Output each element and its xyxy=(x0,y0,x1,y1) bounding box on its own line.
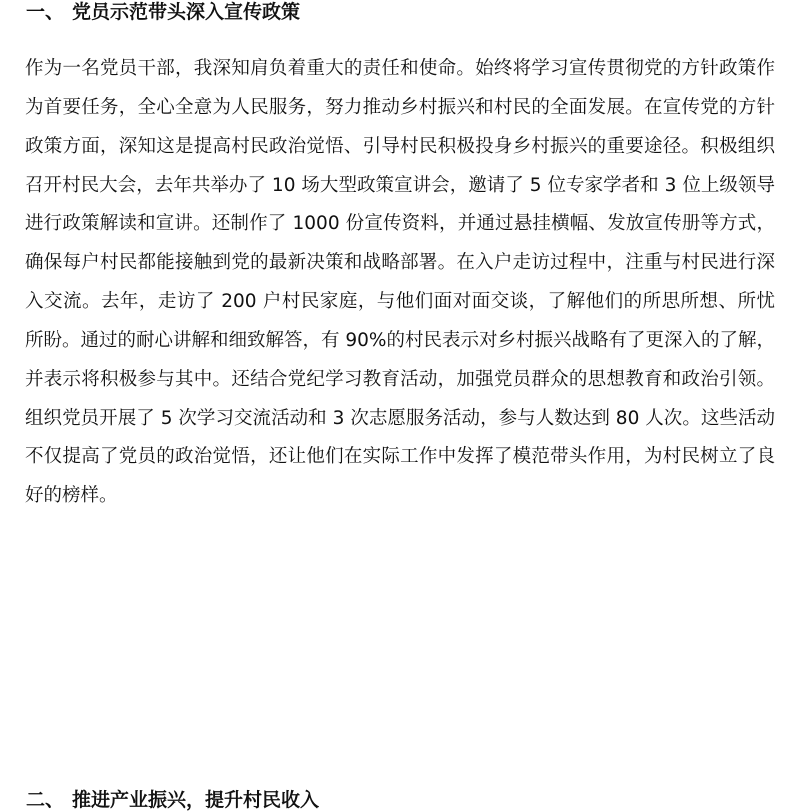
section-heading-1 xyxy=(26,0,300,24)
paragraph-line: 政策方面，深知这是提高村民政治觉悟、引导村民积极投身乡村振兴的重要途径。积极组织 xyxy=(25,135,775,157)
section-title: 党员示范带头深入宣传政策 xyxy=(72,1,301,23)
section-number: 一、 xyxy=(26,1,65,23)
paragraph-line: 好的榜样。 xyxy=(25,485,118,507)
section-title: 推进产业振兴，提升村民收入 xyxy=(72,789,320,811)
section-heading-2 xyxy=(26,785,319,812)
paragraph-line: 为首要任务，全心全意为人民服务，努力推动乡村振兴和村民的全面发展。在宣传党的方针 xyxy=(25,96,775,118)
paragraph-line: 并表示将积极参与其中。还结合党纪学习教育活动，加强党员群众的思想教育和政治引领。 xyxy=(25,368,775,390)
paragraph-line: 组织党员开展了 5 次学习交流活动和 3 次志愿服务活动，参与人数达到 80 人次。这些活动 xyxy=(25,407,775,429)
paragraph-line: 进行政策解读和宣讲。还制作了 1000 份宣传资料，并通过悬挂横幅、发放宣传册等方式， xyxy=(25,213,775,235)
section-number: 二、 xyxy=(26,789,65,811)
paragraph-line: 作为一名党员干部，我深知肩负着重大的责任和使命。始终将学习宣传贯彻党的方针政策作 xyxy=(25,58,775,79)
paragraph-line: 所盼。通过的耐心讲解和细致解答，有 90%的村民表示对乡村振兴战略有了更深入的了解， xyxy=(25,329,776,351)
paragraph-line: 召开村民大会，去年共举办了 10 场大型政策宣讲会，邀请了 5 位专家学者和 3 位上级领导 xyxy=(25,174,775,196)
paragraph-line: 入交流。去年，走访了 200 户村民家庭，与他们面对面交谈，了解他们的所思所想、所忧 xyxy=(25,291,775,313)
paragraph-line: 确保每户村民都能接触到党的最新决策和战略部署。在入户走访过程中，注重与村民进行深 xyxy=(25,252,775,274)
paragraph-line: 不仅提高了党员的政治觉悟，还让他们在实际工作中发挥了模范带头作用，为村民树立了良 xyxy=(25,446,775,468)
paragraph xyxy=(25,50,775,516)
